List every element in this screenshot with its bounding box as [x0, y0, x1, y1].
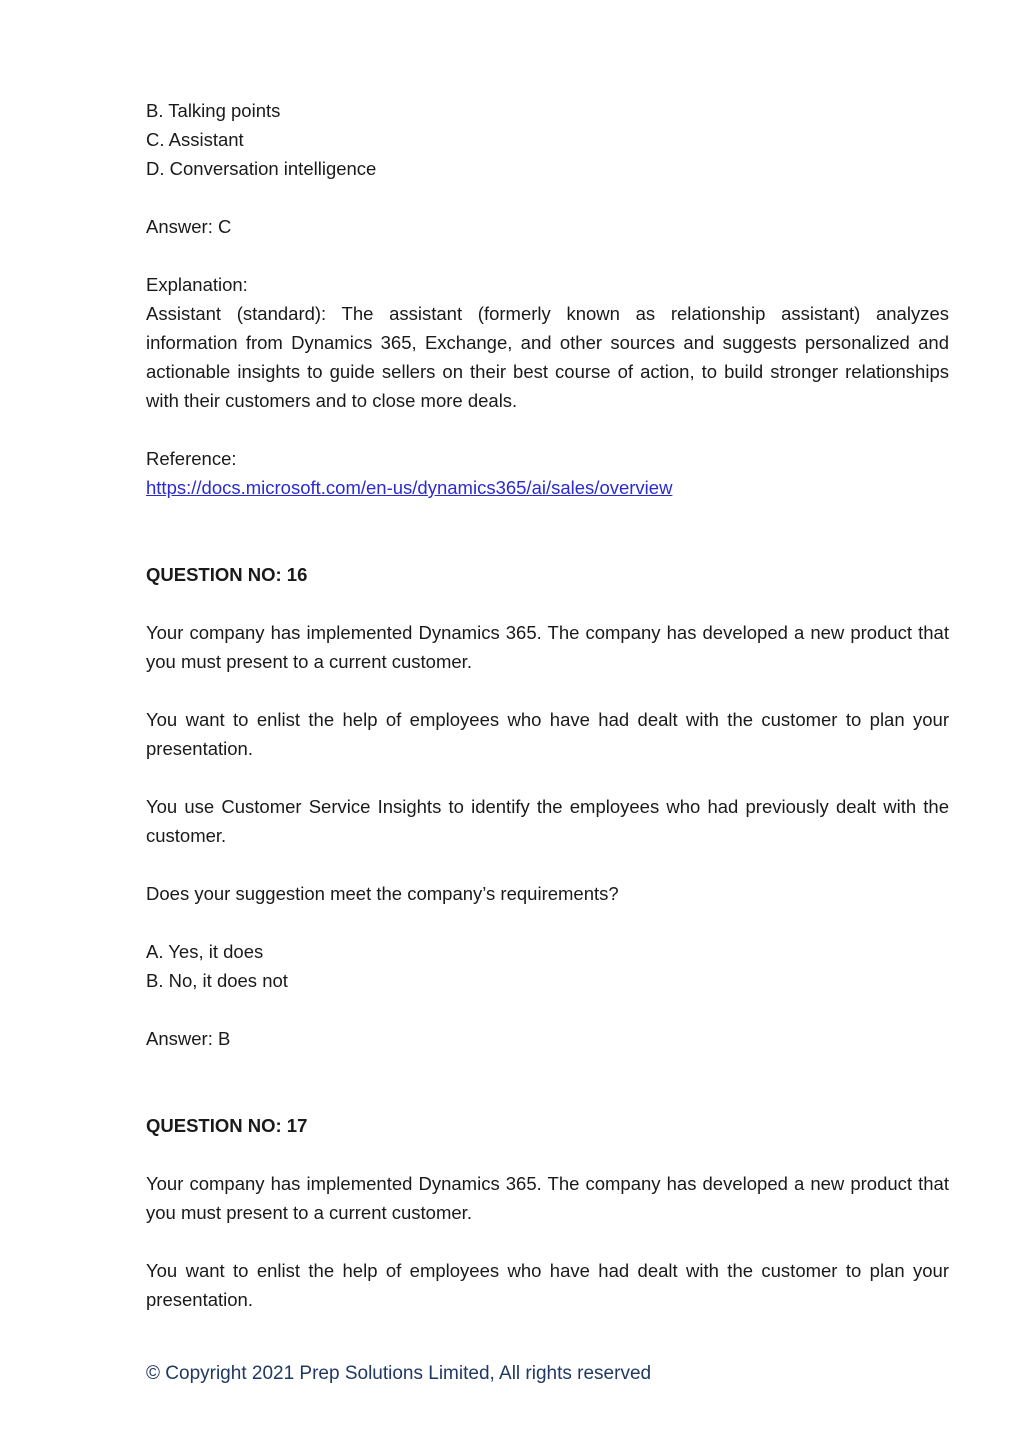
- document-body: [146, 96, 949, 1314]
- reference-label: Reference:: [146, 448, 237, 469]
- explanation-text: Assistant (standard): The assistant (formerly known as relationship assistant) analyzes information from Dynamics 365, Exchange, and other sources and suggests personalized and actionable insights to guide sellers on their best course of action, to build stronger relationships with their customers and to close more deals.: [146, 303, 949, 411]
- question-paragraph: You use Customer Service Insights to identify the employees who had previously dealt with the customer.: [146, 796, 949, 846]
- question-paragraph: You want to enlist the help of employees who have had dealt with the customer to plan your presentation.: [146, 709, 949, 759]
- question-prompt: Does your suggestion meet the company’s requirements?: [146, 883, 619, 904]
- question-heading: QUESTION NO: 17: [146, 1115, 308, 1136]
- question-paragraph: You want to enlist the help of employees who have had dealt with the customer to plan your presentation.: [146, 1260, 949, 1310]
- reference-link[interactable]: https://docs.microsoft.com/en-us/dynamics365/ai/sales/overview: [146, 477, 673, 498]
- copyright-footer: © Copyright 2021 Prep Solutions Limited, All rights reserved: [146, 1363, 652, 1384]
- answer: Answer: B: [146, 1028, 231, 1049]
- option-c: C. Assistant: [146, 129, 244, 150]
- question-paragraph: Your company has implemented Dynamics 365. The company has developed a new product that you must present to a current customer.: [146, 622, 949, 672]
- question-paragraph: Your company has implemented Dynamics 365. The company has developed a new product that you must present to a current customer.: [146, 1173, 949, 1223]
- option-b: B. Talking points: [146, 100, 281, 121]
- question-heading: QUESTION NO: 16: [146, 564, 308, 585]
- answer: Answer: C: [146, 216, 232, 237]
- explanation-label: Explanation:: [146, 274, 248, 295]
- reference-link-line: [146, 473, 949, 502]
- option-b: B. No, it does not: [146, 970, 288, 991]
- option-d: D. Conversation intelligence: [146, 158, 377, 179]
- option-a: A. Yes, it does: [146, 941, 264, 962]
